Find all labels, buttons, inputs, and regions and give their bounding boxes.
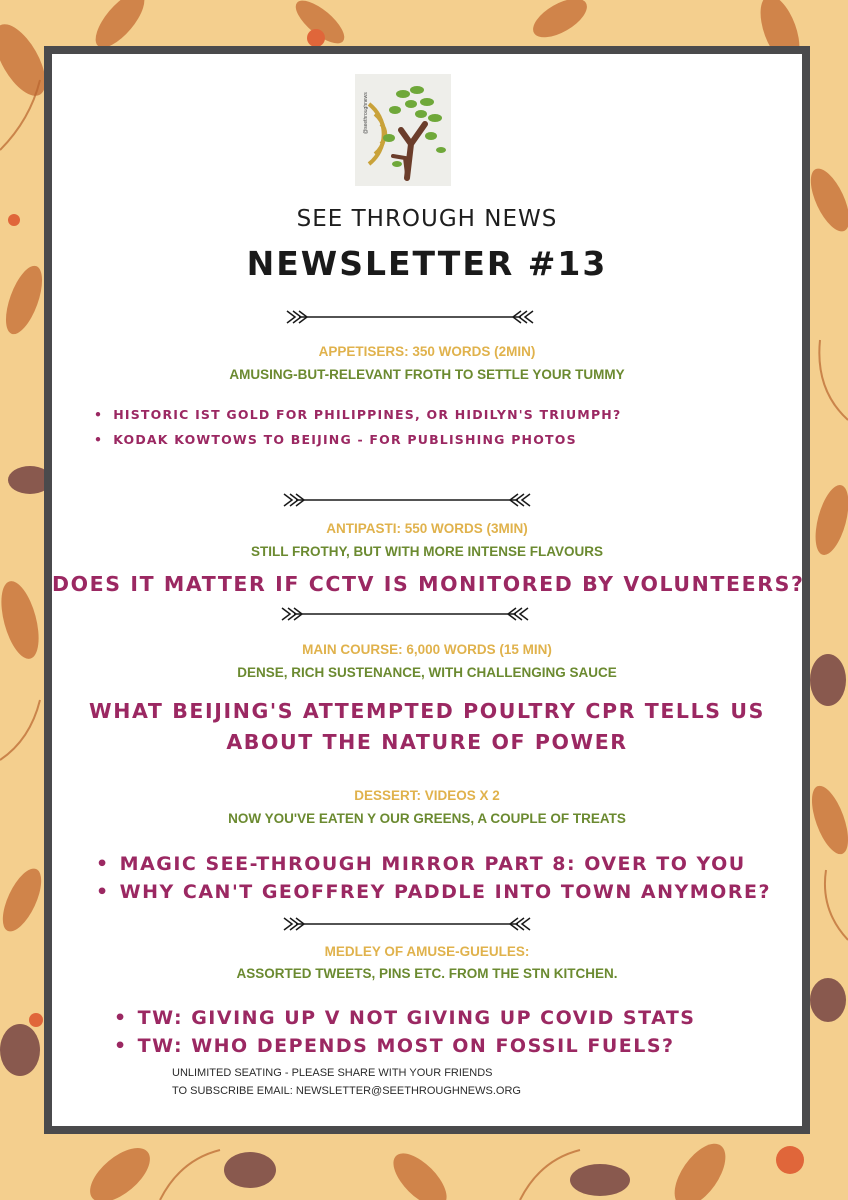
dessert-description: NOW YOU'VE EATEN Y OUR GREENS, A COUPLE OF TREATS [228,811,626,826]
arrow-divider-icon [282,914,532,934]
arrow-divider-icon [280,604,530,624]
medley-item-2: TW: WHO DEPENDS MOST ON FOSSIL FUELS? [137,1035,675,1057]
appetiser-item-2: KODAK KOWTOWS TO BEIJING - FOR PUBLISHING PHOTOS [113,432,577,447]
list-item[interactable] [94,427,621,452]
list-item[interactable] [94,402,621,427]
main-course-headline[interactable] [52,696,802,758]
medley-description: ASSORTED TWEETS, PINS ETC. FROM THE STN KITCHEN. [236,966,618,981]
newsletter-card [44,46,810,1134]
list-item[interactable] [114,1032,695,1060]
dessert-item-1: MAGIC SEE-THROUGH MIRROR PART 8: OVER TO YOU [119,853,746,875]
logo [355,74,451,186]
bullet-icon: • [96,853,110,875]
bullet-icon: • [94,407,104,422]
medley-item-1: TW: GIVING UP V NOT GIVING UP COVID STATS [137,1007,696,1029]
main-course-label: MAIN COURSE: 6,000 WORDS (15 MIN) [302,642,552,657]
footer-share-text: UNLIMITED SEATING - PLEASE SHARE WITH YOUR FRIENDS [172,1067,493,1079]
brand-title: SEE THROUGH NEWS [296,206,558,232]
arrow-divider-icon [285,307,535,327]
dessert-list [96,850,771,906]
logo-handle: @seethroughnews [363,92,369,134]
list-item[interactable] [96,850,771,878]
list-item[interactable] [114,1004,695,1032]
main-course-headline-line2: ABOUT THE NATURE OF POWER [226,730,628,754]
main-course-headline-line1: WHAT BEIJING'S ATTEMPTED POULTRY CPR TELLS US [89,699,765,723]
bullet-icon: • [114,1007,128,1029]
appetisers-description: AMUSING-BUT-RELEVANT FROTH TO SETTLE YOUR TUMMY [229,367,625,382]
bullet-icon: • [96,881,110,903]
appetisers-label: APPETISERS: 350 WORDS (2MIN) [318,344,536,359]
list-item[interactable] [96,878,771,906]
arrow-divider-icon [282,490,532,510]
bullet-icon: • [94,432,104,447]
dessert-item-2: WHY CAN'T GEOFFREY PADDLE INTO TOWN ANYMORE? [119,881,771,903]
antipasti-headline[interactable]: DOES IT MATTER IF CCTV IS MONITORED BY VOLUNTEERS? [52,572,805,596]
bullet-icon: • [114,1035,128,1057]
antipasti-description: STILL FROTHY, BUT WITH MORE INTENSE FLAVOURS [251,544,603,559]
antipasti-label: ANTIPASTI: 550 WORDS (3MIN) [326,521,528,536]
issue-title: NEWSLETTER #13 [246,244,608,283]
dessert-label: DESSERT: VIDEOS X 2 [354,788,500,803]
medley-label: MEDLEY OF AMUSE-GUEULES: [324,944,530,959]
main-course-description: DENSE, RICH SUSTENANCE, WITH CHALLENGING SAUCE [237,665,617,680]
appetiser-item-1: HISTORIC IST GOLD FOR PHILIPPINES, OR HIDILYN'S TRIUMPH? [113,407,622,422]
appetisers-list [94,402,621,452]
tree-logo-icon [355,74,451,186]
footer-subscribe-email[interactable]: TO SUBSCRIBE EMAIL: NEWSLETTER@SEETHROUGHNEWS.ORG [172,1085,521,1097]
medley-list [114,1004,695,1060]
